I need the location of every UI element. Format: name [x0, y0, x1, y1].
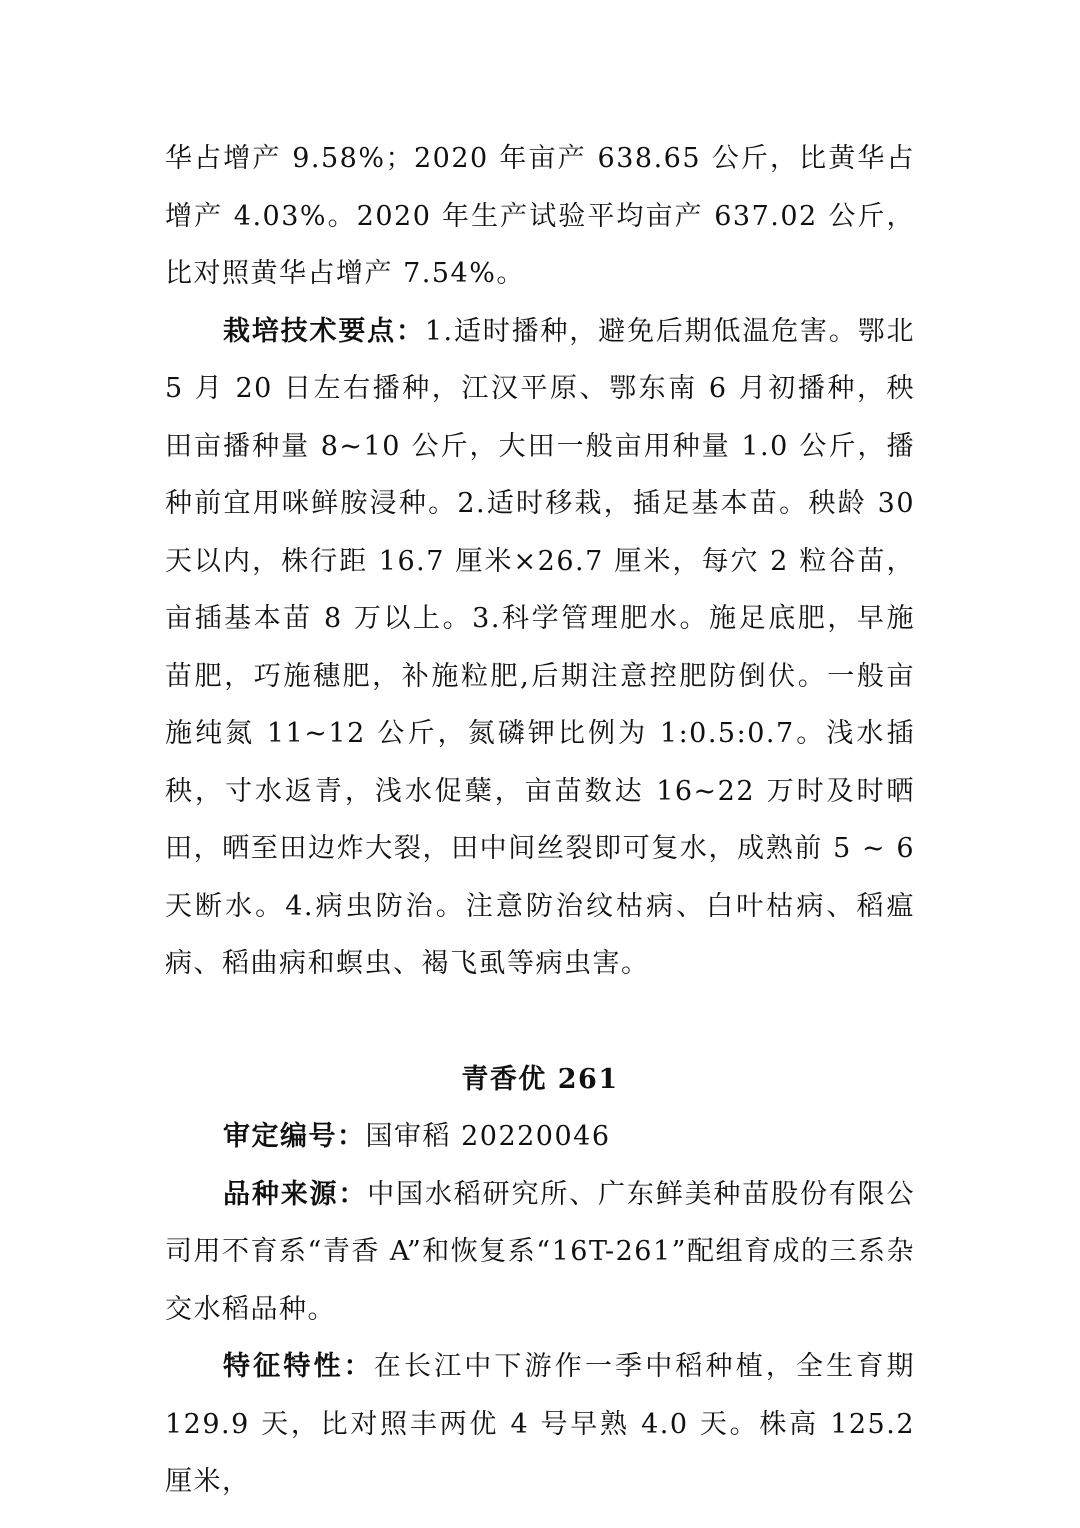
yield-paragraph [165, 130, 915, 303]
source-text: 中国水稻研究所、广东鲜美种苗股份有限公司用不育系“青香 A”和恢复系“16T-261”配组育成的三系杂交水稻品种。 [165, 1178, 916, 1325]
yield-text: 华占增产 9.58%；2020 年亩产 638.65 公斤，比黄华占增产 4.03%。2020 年生产试验平均亩产 637.02 公斤，比对照黄华占增产 7.54%。 [165, 143, 915, 289]
cultivation-paragraph [165, 303, 915, 993]
traits-paragraph [165, 1338, 915, 1511]
variety-title: 青香优 261 [461, 1063, 619, 1095]
approval-paragraph [165, 1108, 915, 1166]
source-label: 品种来源： [223, 1178, 368, 1210]
cultivation-label: 栽培技术要点： [223, 315, 425, 347]
cultivation-text: 1.适时播种，避免后期低温危害。鄂北 5 月 20 日左右播种，江汉平原、鄂东南 6 月初播种，秧田亩播种量 8~10 公斤，大田一般亩用种量 1.0 公斤，播种前宜用咪鲜胺浸种。2.适时移栽，插足基本苗。秧龄 30 天以内，株行距 16.7 厘米×26.7 厘米，每穴 2 粒谷苗，亩插基本苗 8 万以上。3.科学管理肥水。施足底肥，早施苗肥，巧施穗肥，补施粒肥,后期注意控肥防倒伏。一般亩施纯氮 11~12 公斤，氮磷钾比例为 1:0.5:0.7。浅水插秧，寸水返青，浅水促蘖，亩苗数达 16~22 万时及时晒田，晒至田边炸大裂，田中间丝裂即可复水，成熟前 5 ~ 6 天断水。4.病虫防治。注意防治纹枯病、白叶枯病、稻瘟病、稻曲病和螟虫、褐飞虱等病虫害。 [165, 315, 915, 979]
traits-label: 特征特性： [223, 1351, 374, 1382]
traits-text: 在长江中下游作一季中稻种植，全生育期 129.9 天，比对照丰两优 4 号早熟 4.0 天。株高 125.2 厘米， [165, 1351, 916, 1497]
approval-number: 国审稻 20220046 [365, 1121, 611, 1152]
source-paragraph [165, 1166, 915, 1339]
approval-label: 审定编号： [223, 1121, 366, 1152]
document-page [165, 130, 915, 1511]
